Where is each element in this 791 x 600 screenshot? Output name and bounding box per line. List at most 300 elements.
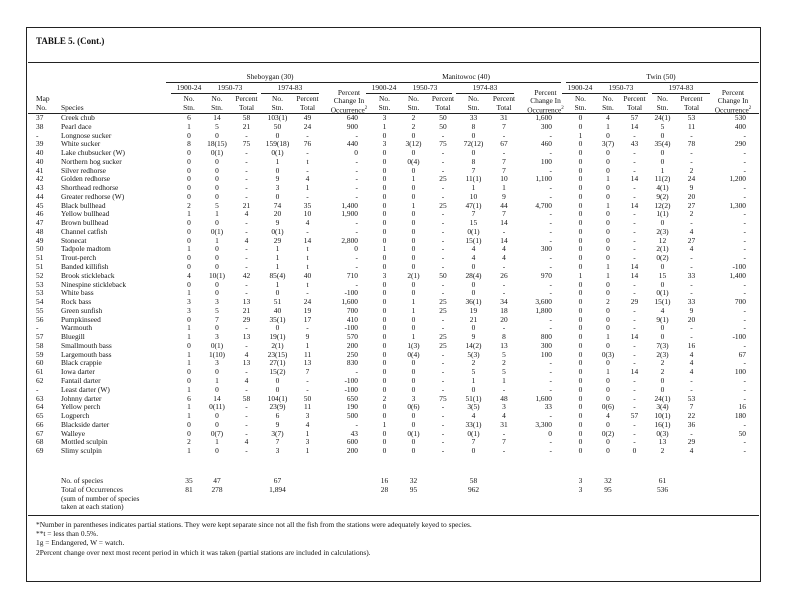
value-cell: - [690, 218, 693, 228]
value-cell: 25 [439, 305, 447, 315]
summary-value [322, 486, 370, 495]
value-cell: - [355, 262, 358, 272]
summary-value [648, 503, 677, 512]
value-cell: 0 [578, 121, 583, 131]
value-cell: - [502, 148, 506, 158]
value-cell: - [245, 253, 248, 263]
value-cell: 4 [244, 235, 249, 245]
map-no-cell: 59 [36, 349, 44, 359]
summary-value: 32 [409, 476, 418, 485]
map-no-cell: - [36, 323, 39, 333]
site-header-sheboygan: Sheboygan (30) [246, 72, 294, 81]
value-cell: 4 [606, 113, 610, 122]
value-cell: 4 [689, 349, 694, 359]
value-cell: 3 [382, 139, 387, 149]
value-cell: 0 [578, 358, 583, 368]
value-cell: 14 [500, 218, 508, 228]
value-cell: - [502, 262, 506, 272]
table-row [36, 412, 754, 421]
value-cell: 0 [215, 174, 219, 184]
value-cell: 7 [502, 165, 506, 175]
value-cell: 24 [303, 297, 312, 307]
value-cell: 0 [411, 446, 416, 456]
table-row [36, 324, 754, 333]
table-row [36, 123, 754, 132]
value-cell: 21 [242, 121, 251, 131]
value-cell: 0(1) [467, 428, 480, 438]
value-cell: 29 [242, 314, 251, 324]
value-cell: 7 [275, 437, 280, 447]
value-cell: 0 [275, 165, 280, 175]
value-cell: - [743, 419, 746, 429]
value-cell: 0 [215, 218, 219, 228]
value-cell: 0 [578, 200, 583, 210]
value-cell: 42 [242, 270, 251, 280]
value-cell: 0(3) [601, 349, 615, 359]
value-cell: - [743, 384, 746, 394]
value-cell: 2 [606, 297, 610, 307]
value-cell: 10 [500, 174, 508, 184]
value-cell: - [690, 332, 693, 342]
value-cell: 28(4) [465, 270, 482, 280]
value-cell: 9 [689, 183, 694, 193]
map-no-cell: 62 [36, 375, 44, 385]
value-cell: 29 [630, 297, 639, 307]
value-cell: 0 [548, 428, 552, 438]
value-cell: 700 [346, 305, 358, 315]
value-cell: 15(1) [654, 297, 671, 307]
value-cell: - [355, 183, 358, 193]
value-cell: 58 [242, 113, 251, 122]
value-cell: - [245, 174, 248, 184]
period-header: 1950-73 [412, 83, 438, 92]
map-no-cell: 63 [36, 393, 44, 403]
map-no-cell: - [36, 384, 39, 394]
value-cell: 4 [606, 411, 610, 421]
value-cell: - [245, 244, 248, 254]
value-cell: 4(1) [656, 183, 669, 193]
summary-value: 32 [604, 476, 612, 485]
value-cell: - [633, 165, 636, 175]
species-cell: Stonecat [61, 235, 87, 245]
summary-value [621, 495, 648, 504]
value-cell: - [441, 419, 445, 429]
value-cell: - [690, 428, 693, 438]
value-cell: 0 [411, 235, 416, 245]
value-cell: -100 [344, 323, 358, 333]
value-cell: 0 [471, 288, 476, 298]
value-cell: 50 [439, 113, 447, 122]
table-row [36, 289, 754, 298]
value-cell: 1 [411, 200, 416, 210]
value-cell: 2,800 [341, 235, 358, 245]
value-cell: 4 [305, 174, 310, 184]
col-species-header: Species [61, 103, 84, 112]
value-cell: 0 [187, 148, 191, 158]
value-cell: 0 [411, 358, 416, 368]
value-cell: 33 [469, 113, 478, 122]
summary-value [231, 477, 262, 486]
value-cell: 0 [578, 349, 583, 359]
col-no-header: No. [379, 94, 390, 103]
value-cell: - [441, 428, 445, 438]
value-cell: - [633, 358, 636, 368]
value-cell: 57 [630, 113, 639, 122]
map-no-cell: 51 [36, 262, 44, 272]
value-cell: 3,300 [535, 419, 552, 429]
value-cell: 0 [578, 183, 583, 193]
col-percent-header: Percent [721, 88, 745, 97]
map-no-cell: 60 [36, 358, 44, 368]
value-cell: 0 [382, 428, 387, 438]
summary-value [621, 486, 648, 495]
value-cell: - [502, 130, 506, 140]
summary-table [36, 477, 754, 512]
value-cell: 21 [242, 200, 251, 210]
value-cell: 15 [658, 270, 667, 280]
col-stn-header: Stn. [378, 103, 391, 112]
value-cell: - [549, 235, 552, 245]
species-cell: Rock bass [61, 297, 92, 307]
value-cell: 0 [382, 218, 387, 228]
value-cell: 0 [275, 191, 280, 201]
value-cell: 43 [630, 139, 639, 149]
value-cell: 17 [303, 314, 312, 324]
value-cell: - [549, 288, 552, 298]
species-cell: Creek chub [61, 113, 95, 122]
map-no-cell: 64 [36, 402, 44, 412]
value-cell: 11(1) [465, 174, 482, 184]
value-cell: 0 [187, 174, 191, 184]
value-cell: 0 [215, 279, 219, 289]
value-cell: 40 [303, 270, 312, 280]
value-cell: 4 [471, 411, 476, 421]
value-cell: - [633, 305, 636, 315]
value-cell: 24(1) [654, 113, 671, 122]
value-cell: - [441, 384, 445, 394]
value-cell: 3,600 [535, 297, 552, 307]
summary-label: (sum of number of species [61, 493, 140, 503]
value-cell: 9(2) [656, 191, 669, 201]
value-cell: - [549, 191, 552, 201]
value-cell: - [633, 235, 636, 245]
value-cell: - [743, 244, 746, 254]
value-cell: - [549, 446, 552, 456]
col-change-header: Change In [333, 96, 365, 105]
value-cell: - [743, 253, 746, 263]
value-cell: - [549, 253, 552, 263]
value-cell: - [245, 402, 248, 412]
value-cell: 0 [382, 305, 387, 315]
value-cell: 0 [660, 218, 665, 228]
species-cell: Black crappie [61, 358, 102, 368]
value-cell: 0 [606, 191, 610, 201]
value-cell: 3 [382, 270, 387, 280]
species-cell: Iowa darter [61, 367, 95, 377]
period-header: 1950-73 [217, 83, 243, 92]
value-cell: - [306, 288, 309, 298]
value-cell: - [743, 279, 746, 289]
value-cell: 0 [578, 113, 583, 122]
value-cell: 7 [471, 165, 476, 175]
value-cell: 0 [606, 253, 610, 263]
value-cell: 0 [187, 367, 191, 377]
value-cell: - [549, 367, 552, 377]
value-cell: - [355, 156, 358, 166]
value-cell: 4 [502, 253, 506, 263]
value-cell: 20 [273, 209, 282, 219]
value-cell: 0 [411, 253, 416, 263]
value-cell: 0 [578, 191, 583, 201]
table-row [36, 210, 754, 219]
value-cell: 7 [471, 437, 476, 447]
value-cell: 1 [215, 235, 219, 245]
summary-value [595, 503, 621, 512]
value-cell: - [355, 218, 358, 228]
value-cell: 0 [471, 384, 476, 394]
value-cell: - [245, 226, 248, 236]
table-row [36, 281, 754, 290]
map-no-cell: 56 [36, 314, 44, 324]
summary-value: 95 [604, 484, 612, 494]
value-cell: - [355, 419, 358, 429]
table-row [36, 438, 754, 447]
value-cell: - [502, 446, 506, 456]
value-cell: - [441, 209, 445, 219]
value-cell: 0 [354, 244, 358, 254]
site-underline [368, 82, 561, 83]
value-cell: 25 [439, 340, 447, 350]
value-cell: 14 [630, 262, 639, 272]
value-cell: 23(9) [269, 402, 286, 412]
value-cell: -100 [732, 262, 746, 272]
value-cell: 2 [502, 358, 506, 368]
value-cell: 7 [305, 367, 310, 377]
value-cell: 1 [305, 183, 310, 193]
value-cell: 27 [687, 235, 696, 245]
value-cell: - [633, 244, 636, 254]
table-row [36, 342, 754, 351]
map-no-cell: 67 [36, 428, 44, 438]
table-row [36, 167, 754, 176]
value-cell: 58 [242, 393, 251, 403]
map-no-cell [36, 503, 61, 512]
value-cell: 0(1) [210, 340, 224, 350]
value-cell: 1 [187, 384, 191, 394]
table-row [36, 359, 754, 368]
value-cell: - [633, 288, 636, 298]
col-map-header: Map [36, 94, 50, 103]
value-cell: 3 [187, 305, 191, 315]
value-cell: 0 [382, 288, 387, 298]
col-occurrence-header: Occurrence$^2$ [330, 105, 368, 115]
value-cell: - [743, 437, 746, 447]
value-cell: 104(1) [267, 393, 288, 403]
value-cell: 410 [346, 314, 358, 324]
value-cell: 0 [187, 419, 191, 429]
map-no-cell: 41 [36, 165, 44, 175]
value-cell: 0 [578, 437, 583, 447]
value-cell: 0 [606, 384, 610, 394]
species-cell: Brown bullhead [61, 218, 109, 228]
value-cell: 8 [471, 121, 476, 131]
header-top-rule [28, 62, 759, 63]
table-row [36, 114, 754, 123]
value-cell: 0 [382, 297, 387, 307]
value-cell: 4 [471, 253, 476, 263]
value-cell: 100 [540, 156, 552, 166]
value-cell: 6 [275, 411, 280, 421]
value-cell: 10(1) [208, 270, 225, 280]
value-cell: 0 [411, 437, 416, 447]
value-cell: 33 [544, 402, 552, 412]
value-cell: 4 [689, 358, 694, 368]
summary-value [399, 495, 428, 504]
table-row [36, 245, 754, 254]
value-cell: 0 [578, 297, 583, 307]
value-cell: 1,600 [341, 297, 358, 307]
summary-value [489, 503, 519, 512]
value-cell: 14 [213, 113, 221, 122]
value-cell: 1 [187, 358, 191, 368]
value-cell: - [245, 130, 248, 140]
species-cell: Least darter (W) [61, 384, 110, 394]
value-cell: 0 [578, 156, 583, 166]
value-cell: 0 [578, 419, 583, 429]
value-cell: 2 [411, 113, 416, 122]
value-cell: 72(12) [463, 139, 484, 149]
value-cell: - [441, 446, 445, 456]
value-cell: 33 [687, 297, 696, 307]
value-cell: 0 [354, 148, 358, 158]
summary-value [458, 495, 489, 504]
summary-value [706, 495, 754, 504]
value-cell: 4 [187, 270, 191, 280]
value-cell: 0 [215, 367, 219, 377]
value-cell: 9 [275, 218, 280, 228]
value-cell: 0 [382, 375, 387, 385]
value-cell: - [743, 156, 746, 166]
value-cell: 29 [273, 235, 282, 245]
value-cell: 35 [303, 200, 312, 210]
value-cell: 14 [630, 174, 639, 184]
value-cell: 4 [689, 226, 694, 236]
value-cell: 0 [382, 314, 387, 324]
value-cell: 0 [215, 419, 219, 429]
summary-value: 81 [185, 484, 193, 494]
value-cell: 0 [411, 288, 416, 298]
value-cell: - [245, 323, 248, 333]
value-cell: 0(6) [601, 402, 615, 412]
table-row [36, 316, 754, 325]
map-no-cell: 66 [36, 419, 44, 429]
value-cell: 1 [502, 375, 506, 385]
map-no-cell: 54 [36, 297, 44, 307]
value-cell: - [633, 191, 636, 201]
map-no-cell: 39 [36, 139, 44, 149]
value-cell: 0 [382, 332, 387, 342]
map-no-cell: 47 [36, 218, 44, 228]
value-cell: 4 [689, 446, 694, 456]
value-cell: 0 [187, 340, 191, 350]
value-cell: - [245, 428, 248, 438]
value-cell: 10(1) [654, 411, 671, 421]
table-row [36, 263, 754, 272]
value-cell: 4 [305, 218, 310, 228]
summary-value [262, 503, 293, 512]
value-cell: 0 [660, 384, 665, 394]
value-cell: 50 [738, 428, 746, 438]
value-cell: -100 [732, 332, 746, 342]
value-cell: 1 [305, 446, 310, 456]
value-cell: - [633, 384, 636, 394]
value-cell: 9(1) [656, 314, 669, 324]
value-cell: - [549, 209, 552, 219]
value-cell: 16 [687, 340, 696, 350]
value-cell: 1 [187, 411, 191, 421]
value-cell: 0 [578, 244, 583, 254]
value-cell: 5 [215, 200, 219, 210]
summary-value [370, 495, 399, 504]
value-cell: 0 [578, 411, 583, 421]
value-cell: - [549, 218, 552, 228]
value-cell: 900 [346, 121, 358, 131]
value-cell: -100 [344, 384, 358, 394]
summary-value [322, 503, 370, 512]
map-no-cell: 37 [36, 113, 44, 122]
value-cell: 75 [439, 393, 447, 403]
value-cell: 24(1) [654, 393, 671, 403]
summary-value [519, 495, 566, 504]
value-cell: - [633, 428, 636, 438]
value-cell: - [441, 375, 445, 385]
value-cell: 2(1) [407, 270, 420, 280]
value-cell: 53 [687, 393, 696, 403]
summary-row [36, 486, 754, 495]
value-cell: 1 [411, 305, 416, 315]
value-cell: 0 [215, 165, 219, 175]
col-change-header: Change In [717, 96, 749, 105]
value-cell: 0(7) [210, 428, 224, 438]
table-row [36, 368, 754, 377]
value-cell: 0 [606, 279, 610, 289]
species-cell: Green sunfish [61, 305, 103, 315]
value-cell: 11 [303, 349, 312, 359]
value-cell: 1,300 [729, 200, 746, 210]
value-cell: - [502, 323, 506, 333]
value-cell: 31 [500, 419, 508, 429]
value-cell: 35(4) [654, 139, 671, 149]
value-cell: 0(1) [656, 288, 669, 298]
value-cell: 12 [658, 235, 667, 245]
summary-value [566, 495, 595, 504]
value-cell: - [549, 262, 552, 272]
value-cell: 0 [187, 191, 191, 201]
value-cell: 0 [660, 332, 665, 342]
summary-value [677, 486, 706, 495]
value-cell: 0 [578, 367, 583, 377]
value-cell: 1 [187, 288, 191, 298]
value-cell: 7 [502, 209, 506, 219]
species-cell: Channel catfish [61, 226, 108, 236]
value-cell: 0 [382, 411, 387, 421]
value-cell: 20 [500, 314, 508, 324]
summary-value [621, 477, 648, 486]
value-cell: - [549, 384, 552, 394]
value-cell: 0 [471, 130, 476, 140]
value-cell: - [306, 323, 309, 333]
value-cell: 2(3) [656, 349, 669, 359]
